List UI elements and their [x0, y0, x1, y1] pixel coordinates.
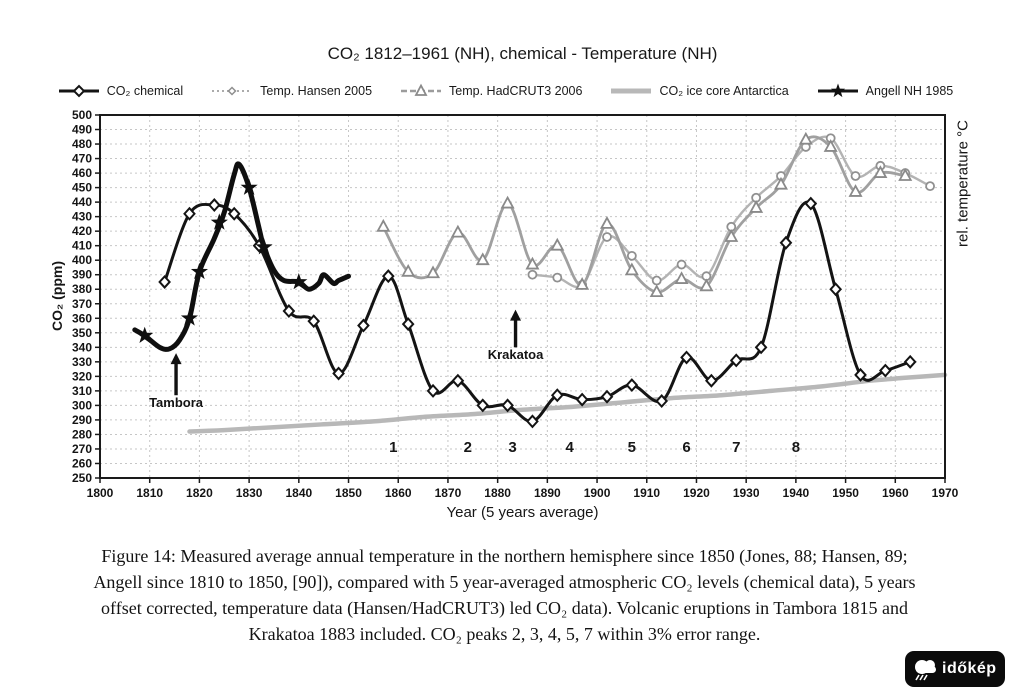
svg-text:280: 280	[71, 427, 92, 442]
svg-text:1900: 1900	[583, 486, 611, 500]
svg-text:1820: 1820	[186, 486, 213, 500]
svg-text:1840: 1840	[285, 486, 313, 500]
svg-text:250: 250	[71, 471, 92, 485]
legend-label: Temp. HadCRUT3 2006	[449, 84, 583, 98]
svg-text:300: 300	[71, 398, 92, 413]
legend-label: Angell NH 1985	[865, 84, 954, 98]
co2-peak-number-6: 6	[682, 438, 691, 456]
svg-text:400: 400	[71, 253, 92, 268]
annotations	[149, 310, 800, 456]
legend-label: Temp. Hansen 2005	[260, 84, 373, 98]
co2-peak-number-2: 2	[463, 438, 472, 456]
svg-text:1810: 1810	[136, 486, 164, 500]
idokep-watermark	[905, 651, 1005, 687]
svg-text:420: 420	[71, 224, 92, 239]
eruption-label-tambora: Tambora	[149, 394, 204, 410]
legend-label: CO₂ ice core Antarctica	[659, 84, 789, 98]
svg-text:370: 370	[71, 296, 92, 311]
caption-line: Angell since 1810 to 1850, [90]), compared with 5 year-averaged atmospheric CO₂ levels (chemical data), 5 years	[93, 572, 916, 592]
svg-text:1960: 1960	[881, 486, 909, 500]
gridlines	[100, 115, 945, 478]
co2-peak-number-1: 1	[389, 438, 398, 456]
eruption-label-krakatoa: Krakatoa	[487, 346, 544, 362]
svg-text:320: 320	[71, 369, 92, 384]
co2-peak-number-5: 5	[627, 438, 637, 456]
svg-text:440: 440	[71, 195, 92, 210]
svg-text:390: 390	[71, 267, 92, 282]
svg-text:1870: 1870	[434, 486, 462, 500]
svg-text:1910: 1910	[633, 486, 661, 500]
svg-text:450: 450	[71, 180, 92, 195]
svg-text:1890: 1890	[534, 486, 561, 500]
cloud-rain-icon	[911, 656, 939, 682]
series-temp-hansen-2005	[528, 134, 934, 289]
caption-line: Krakatoa 1883 included. CO₂ peaks 2, 3, 4, 5, 7 within 3% error range.	[248, 624, 761, 644]
legend-label: CO₂ chemical	[106, 84, 184, 98]
svg-text:260: 260	[71, 456, 92, 471]
svg-text:410: 410	[71, 238, 92, 253]
svg-text:1860: 1860	[384, 486, 412, 500]
right-axis-label: rel. temperature °C	[954, 120, 972, 247]
co2-peak-number-8: 8	[791, 438, 801, 456]
watermark-text: időkép	[942, 660, 997, 677]
series-co2-chemical	[160, 198, 916, 427]
svg-text:1930: 1930	[732, 486, 760, 500]
y-axis-label: CO₂ (ppm)	[49, 261, 65, 331]
caption-line: Figure 14: Measured average annual temperature in the northern hemisphere since 1850 (Jones, 88; Hansen, 89;	[101, 546, 908, 566]
svg-text:1850: 1850	[335, 486, 362, 500]
svg-text:480: 480	[71, 137, 92, 152]
svg-text:470: 470	[71, 151, 92, 166]
figure-caption	[10, 543, 999, 647]
svg-text:330: 330	[71, 354, 92, 369]
co2-peak-number-3: 3	[508, 438, 517, 456]
caption-line: offset corrected, temperature data (Hansen/HadCRUT3) led CO₂ data). Volcanic eruptions in Tambora 1815 and	[101, 598, 908, 618]
svg-text:430: 430	[71, 209, 92, 224]
plot-frame	[100, 115, 945, 478]
svg-text:1830: 1830	[235, 486, 263, 500]
co2-peak-number-7: 7	[732, 438, 741, 456]
svg-text:350: 350	[71, 325, 92, 340]
svg-text:290: 290	[71, 412, 92, 427]
co2-peak-number-4: 4	[565, 438, 574, 456]
svg-text:360: 360	[71, 311, 92, 326]
series-co2-ice-core-antarctica	[190, 375, 946, 432]
svg-text:1880: 1880	[484, 486, 511, 500]
svg-text:310: 310	[71, 383, 92, 398]
x-axis-label: Year (5 years average)	[446, 504, 599, 521]
svg-text:1940: 1940	[782, 486, 810, 500]
svg-text:380: 380	[71, 282, 92, 297]
svg-text:340: 340	[71, 340, 92, 355]
svg-text:490: 490	[71, 122, 92, 137]
chart-title: CO₂ 1812–1961 (NH), chemical - Temperature (NH)	[327, 44, 718, 63]
svg-text:1970: 1970	[931, 486, 959, 500]
svg-text:270: 270	[71, 441, 92, 456]
svg-text:500: 500	[71, 108, 92, 122]
svg-text:1800: 1800	[86, 486, 114, 500]
svg-text:1920: 1920	[683, 486, 710, 500]
svg-text:1950: 1950	[832, 486, 859, 500]
svg-text:460: 460	[71, 166, 92, 181]
